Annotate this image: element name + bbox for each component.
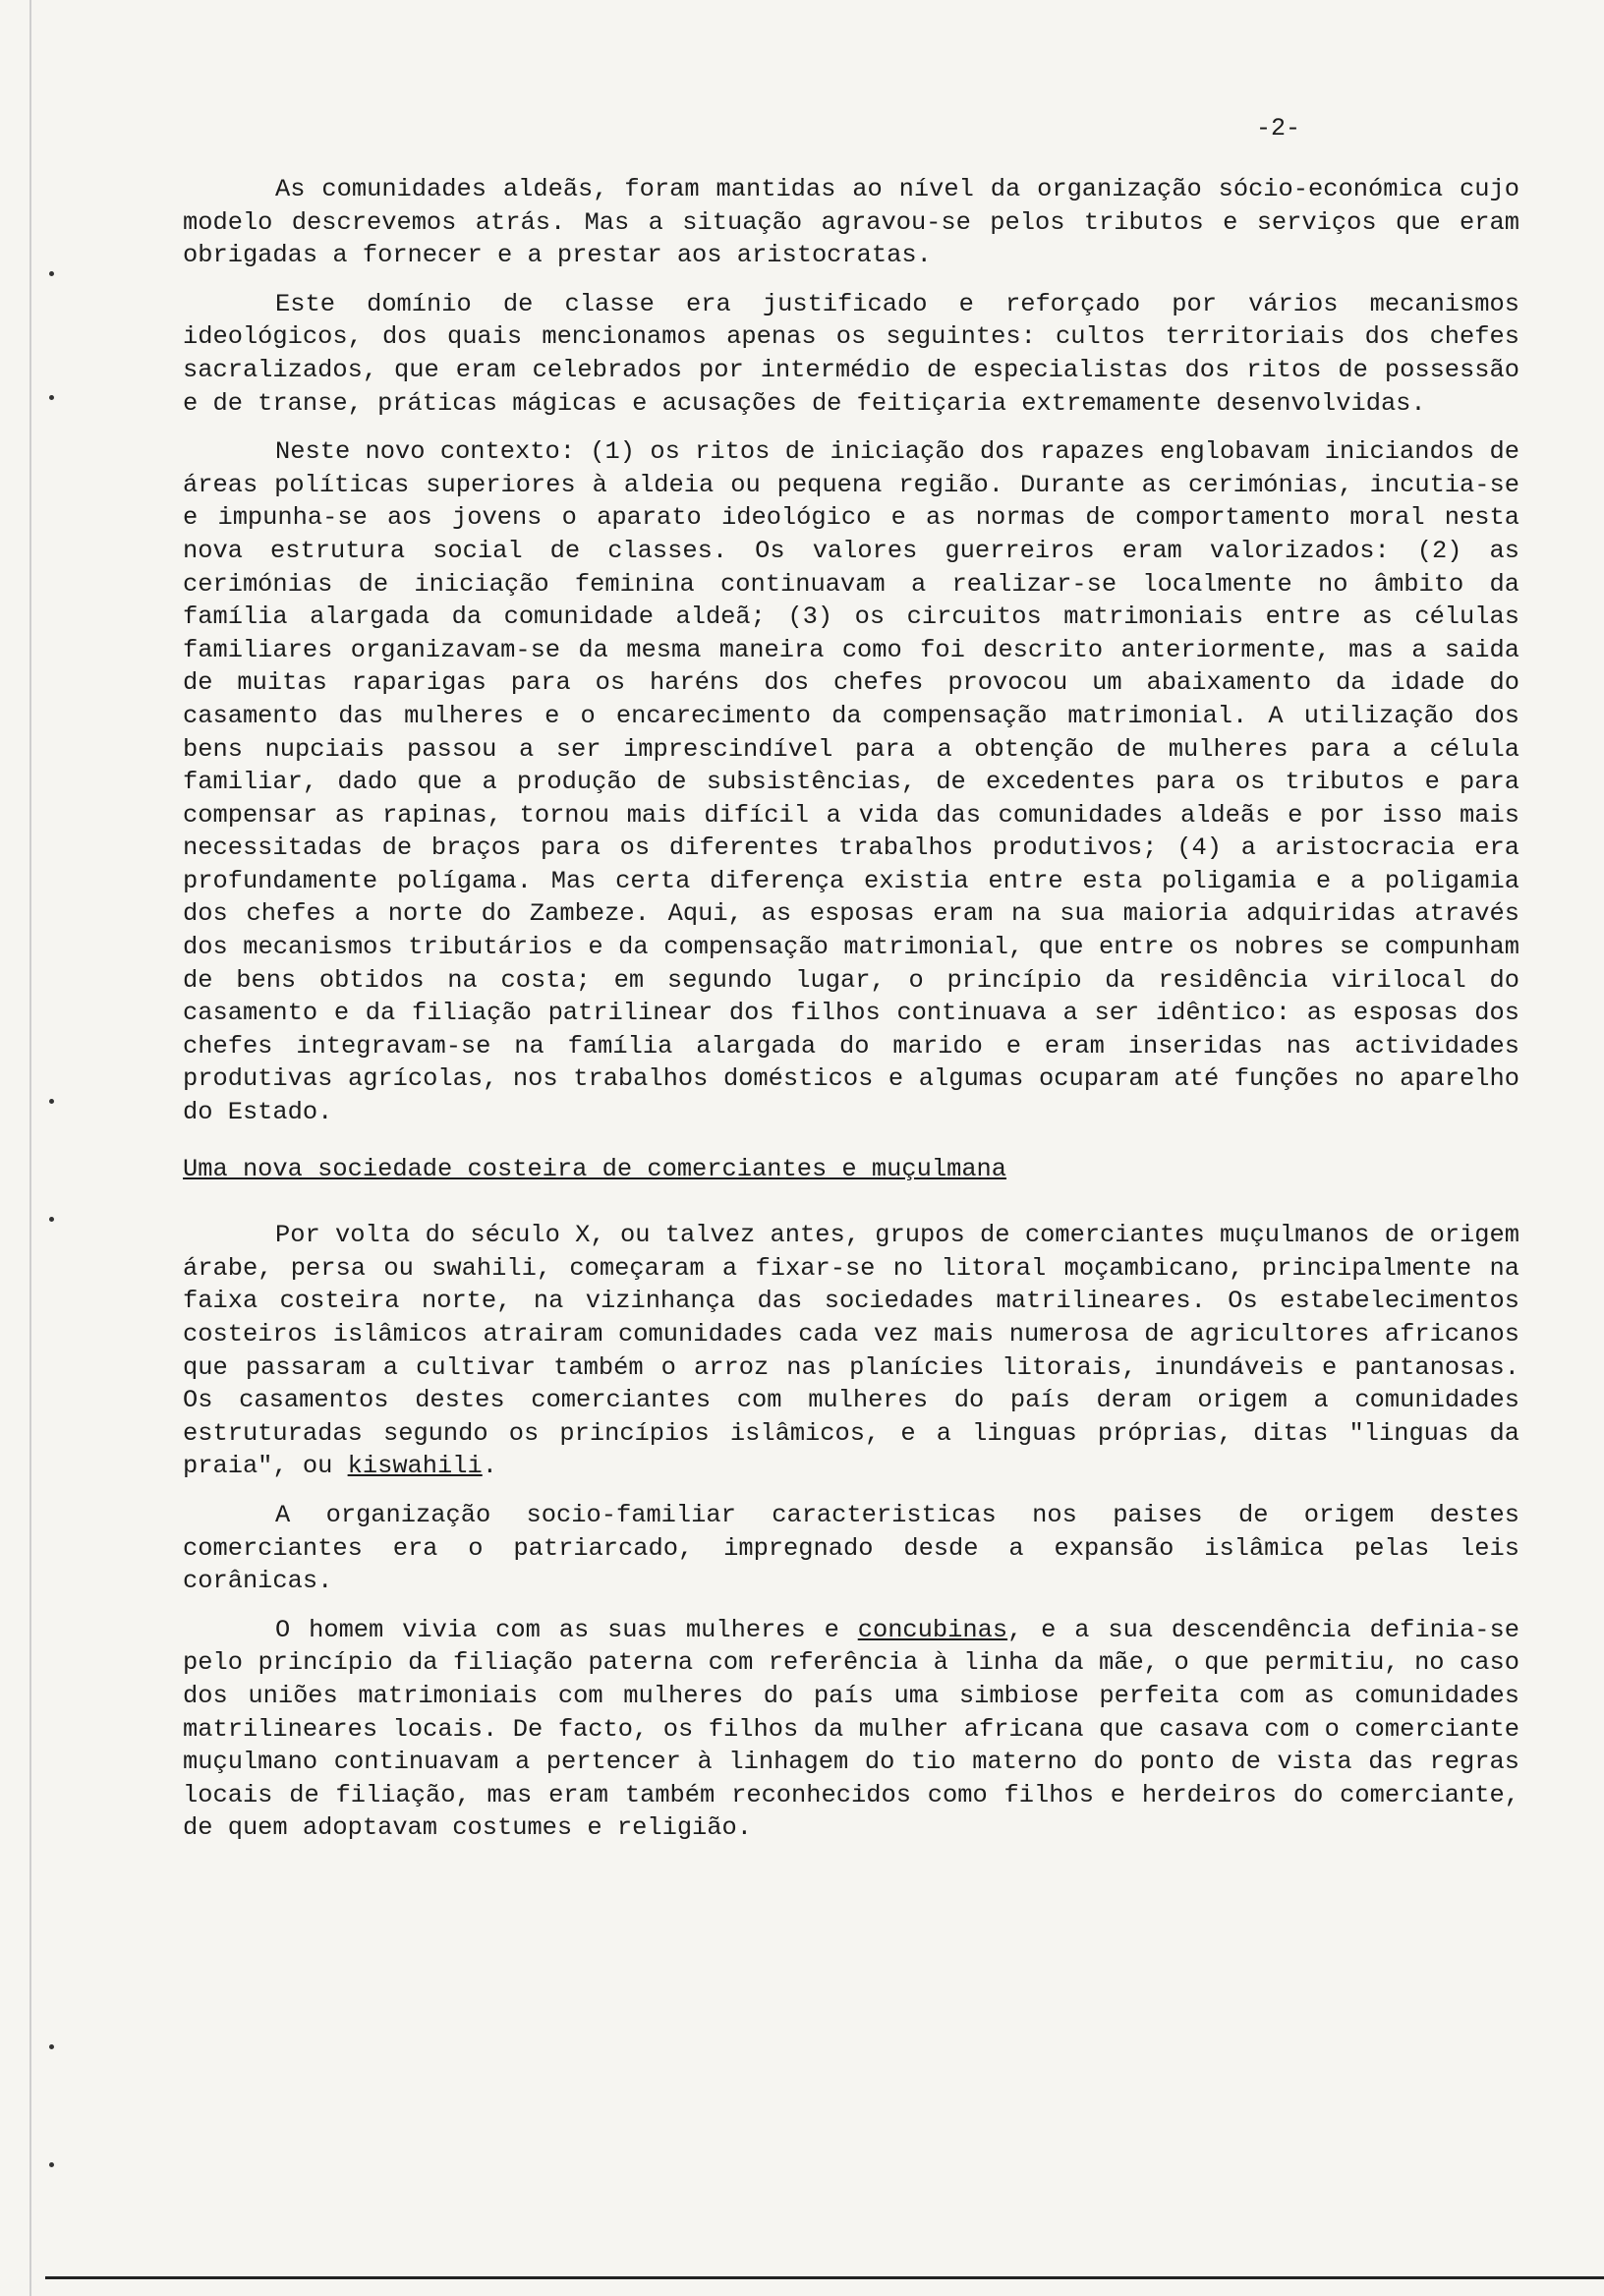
scan-speck <box>49 395 54 400</box>
bottom-rule <box>45 2276 1604 2279</box>
scan-speck <box>49 1099 54 1104</box>
scan-speck <box>49 2162 54 2167</box>
paragraph-4-end: . <box>482 1452 497 1481</box>
paragraph-1: As comunidades aldeãs, foram mantidas ao nível da organização sócio-económica cujo modelo descrevemos atrás. Mas a situação agravou-se pelos tributos e serviços que eram obrigadas a fornecer e a prestar aos aristocratas. <box>183 175 1519 270</box>
page-number: -2- <box>1256 114 1301 143</box>
paragraph-5: A organização socio-familiar caracteristicas nos paises de origem destes comerciantes era o patriarcado, impregnado desde a expansão islâmica pelas leis corânicas. <box>183 1500 1519 1596</box>
scan-speck <box>49 1217 54 1222</box>
document-body <box>183 173 1519 1861</box>
term-concubinas: concubinas <box>857 1615 1008 1644</box>
paragraph-4 <box>183 1219 1519 1483</box>
scan-speck <box>49 2044 54 2049</box>
paragraph-2: Este domínio de classe era justificado e reforçado por vários mecanismos ideológicos, dos quais mencionamos apenas os seguintes: cultos territoriais dos chefes sacralizados, que eram celebrados por intermédio de especialistas dos ritos de possessão e de transe, práticas mágicas e acusações de feitiçaria extremamente desenvolvidas. <box>183 289 1519 418</box>
scan-speck <box>49 271 54 276</box>
paragraph-4-text: Por volta do século X, ou talvez antes, grupos de comerciantes muçulmanos de origem árabe, persa ou swahili, começaram a fixar-se no litoral moçambicano, principalmente na faixa costeira norte, na vizinhança das sociedades matrilineares. Os estabelecimentos costeiros islâmicos atrairam comunidades cada vez mais numerosa de agricultores africanos que passaram a cultivar também o arroz nas planícies litorais, inundáveis e pantanosas. Os casamentos destes comerciantes com mulheres do país deram origem a comunidades estruturadas segundo os princípios islâmicos, e a linguas próprias, ditas "linguas da praia", ou <box>183 1221 1519 1481</box>
paragraph-6-after: , e a sua descendência definia-se pelo princípio da filiação paterna com referência à linha da mãe, o que permitiu, no caso dos uniões matrimoniais com mulheres do país uma simbiose perfeita com as comunidades matrilineares locais. De facto, os filhos da mulher africana que casava com o comerciante muçulmano continuavam a pertencer à linhagem do tio materno do ponto de vista das regras locais de filiação, mas eram também reconhecidos como filhos e herdeiros do comerciante, de quem adoptavam costumes e religião. <box>183 1615 1519 1843</box>
scan-left-edge <box>29 0 31 2296</box>
paragraph-3: Neste novo contexto: (1) os ritos de iniciação dos rapazes englobavam iniciandos de áreas políticas superiores à aldeia ou pequena região. Durante as cerimónias, incutia-se e impunha-se aos jovens o aparato ideológico e as normas de comportamento moral nesta nova estrutura social de classes. Os valores guerreiros eram valorizados: (2) as cerimónias de iniciação feminina continuavam a realizar-se localmente no âmbito da família alargada da comunidade aldeã; (3) os circuitos matrimoniais entre as células familiares organizavam-se da mesma maneira como foi descrito anteriormente, mas a saida de muitas raparigas para os haréns dos chefes provocou um abaixamento da idade do casamento das mulheres e o encarecimento da compensação matrimonial. A utilização dos bens nupciais passou a ser imprescindível para a obtenção de mulheres para a célula familiar, dado que a produção de subsistências, de excedentes para os tributos e para compensar as rapinas, tornou mais difícil a vida das comunidades aldeãs e por isso mais necessitadas de braços para os diferentes trabalhos produtivos; (4) a aristocracia era profundamente polígama. Mas certa diferença existia entre esta poligamia e a poligamia dos chefes a norte do Zambeze. Aqui, as esposas eram na sua maioria adquiridas através dos mecanismos tributários e da compensação matrimonial, que entre os nobres se compunham de bens obtidos na costa; em segundo lugar, o princípio da residência virilocal do casamento e da filiação patrilinear dos filhos continuava a ser idêntico: as esposas dos chefes integravam-se na família alargada do marido e eram inseridas nas actividades produtivas agrícolas, nos trabalhos domésticos e algumas ocuparam até funções no aparelho do Estado. <box>183 437 1519 1127</box>
paragraph-6-before: O homem vivia com as suas mulheres e <box>275 1615 858 1644</box>
term-kiswahili: kiswahili <box>347 1452 483 1481</box>
paragraph-6 <box>183 1614 1519 1845</box>
section-heading: Uma nova sociedade costeira de comerciantes e muçulmana <box>183 1154 1007 1183</box>
